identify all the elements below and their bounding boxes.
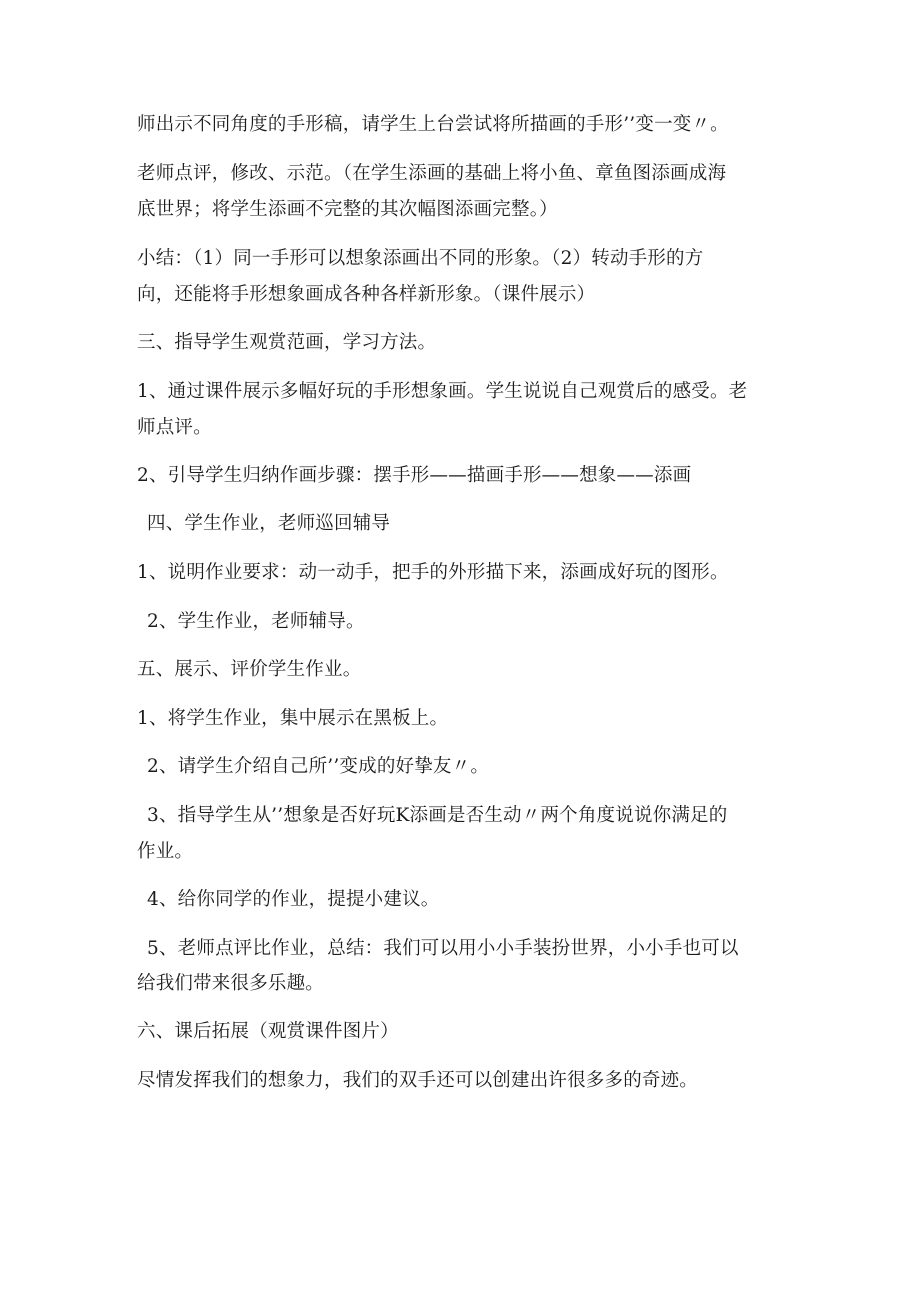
text-line: 底世界；将学生添画不完整的其次幅图添画完整。） [137,199,558,220]
section-heading: 五、展示、评价学生作业。 [137,659,362,680]
text-line: 1、说明作业要求：动一动手，把手的外形描下来，添画成好玩的图形。 [137,562,729,583]
text-line: 向，还能将手形想象画成各种各样新形象。（课件展示） [137,284,596,305]
text-line: 3、指导学生从’’想象是否好玩K添画是否生动〃两个角度说说你满足的 [147,805,728,826]
text-line: 2、引导学生归纳作画步骤：摆手形——描画手形——想象——添画 [137,465,692,486]
text-line: 小结：（1）同一手形可以想象添画出不同的形象。（2）转动手形的方 [137,248,704,269]
text-line: 师点评。 [137,417,212,438]
text-line: 给我们带来很多乐趣。 [137,973,325,994]
text-line: 4、给你同学的作业，提提小建议。 [147,889,440,910]
text-line: 2、请学生介绍自己所’’变成的好挚友〃。 [147,756,490,777]
section-heading: 六、课后拓展（观赏课件图片） [137,1021,399,1042]
section-heading: 三、指导学生观赏范画，学习方法。 [137,332,437,353]
section-heading: 四、学生作业，老师巡回辅导 [147,513,391,534]
text-line: 5、老师点评比作业，总结：我们可以用小小手装扮世界，小小手也可以 [147,938,739,959]
text-line: 2、学生作业，老师辅导。 [147,611,365,632]
text-line: 1、将学生作业，集中展示在黑板上。 [137,708,449,729]
text-line: 老师点评，修改、示范。（在学生添画的基础上将小鱼、章鱼图添画成海 [137,163,727,184]
text-line: 师出示不同角度的手形稿，请学生上台尝试将所描画的手形’’变一变〃。 [137,114,729,135]
text-line: 尽情发挥我们的想象力，我们的双手还可以创建出许很多多的奇迹。 [137,1070,699,1091]
text-line: 1、通过课件展示多幅好玩的手形想象画。学生说说自己观赏后的感受。老 [137,381,748,402]
text-line: 作业。 [137,841,194,862]
